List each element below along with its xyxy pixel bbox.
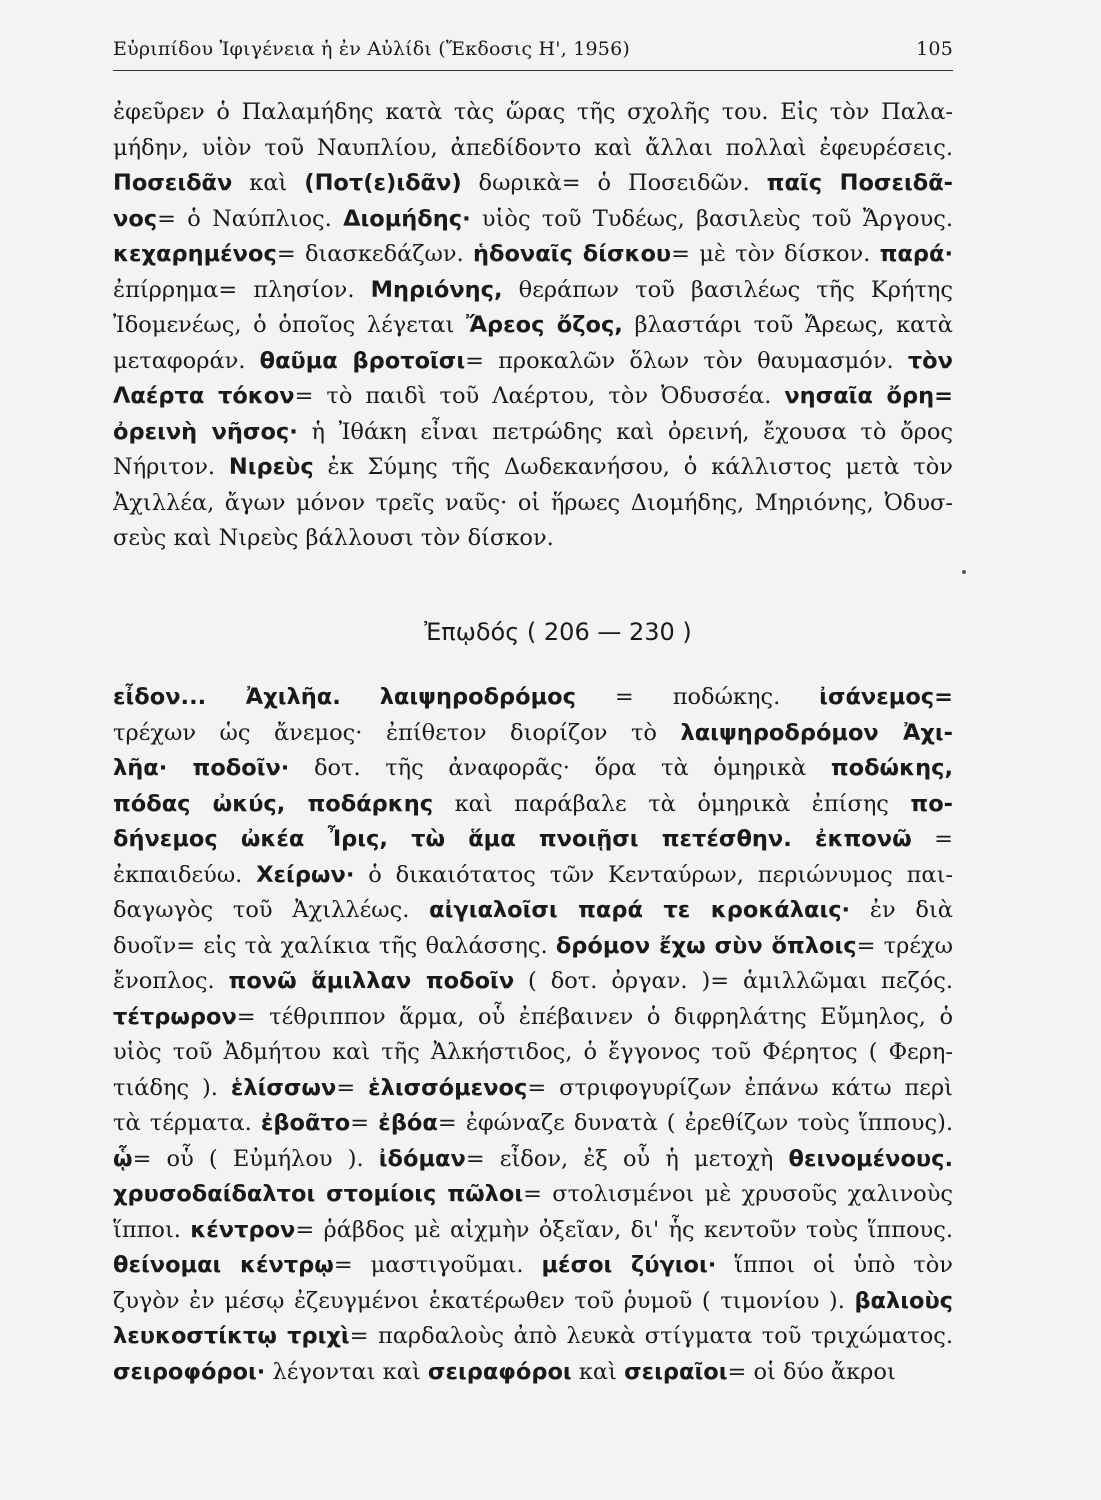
paragraph-commentary-2: [113, 680, 953, 1390]
text-line: [113, 787, 953, 823]
lemma-bold: κέντρον: [190, 1216, 296, 1243]
lemma-bold: σειραῖοι: [624, 1358, 728, 1385]
lemma-bold: δήνεμος ὠκέα Ἶρις, τὼ ἅμα πνοιῇσι πετέσθην. ἐκπονῶ: [113, 826, 912, 852]
text-run: = στολισμένοι μὲ χρυσοῦς χαλινοὺς: [523, 1181, 953, 1207]
text-run: = προκαλῶν ὅλων τὸν θαυμασμόν.: [465, 347, 908, 374]
text-run: λέγονται καὶ: [265, 1358, 428, 1385]
text-run: τρέχων ὡς ἄνεμος· ἐπίθετον διορίζον τὸ: [113, 719, 681, 746]
text-run: βλαστάρι τοῦ Ἄρεως, κατὰ: [622, 312, 953, 338]
lemma-bold: μέσοι ζύγιοι·: [541, 1252, 717, 1278]
text-line: [113, 716, 953, 752]
text-run: = εἶδον, ἐξ οὗ ἡ μετοχὴ: [465, 1145, 789, 1172]
lemma-bold: Διομήδης·: [343, 205, 471, 232]
text-run: ( δοτ. ὀργαν. )= ἁμιλλῶμαι πεζός.: [514, 968, 953, 994]
margin-speck: [962, 570, 966, 574]
lemma-bold: πονῶ ἅμιλλαν ποδοῖν: [228, 968, 515, 994]
lemma-bold: ἐβόα: [378, 1110, 438, 1136]
lemma-bold: ἰδόμαν: [378, 1145, 466, 1172]
text-run: = ποδώκης.: [575, 684, 820, 710]
text-run: =: [911, 826, 953, 852]
text-line: [113, 1355, 953, 1391]
lemma-bold: χρυσοδαίδαλτοι στομίοις πῶλοι: [113, 1181, 524, 1207]
text-line: [113, 822, 953, 858]
text-run: τιάδης ).: [113, 1074, 231, 1101]
text-line: [113, 964, 953, 1000]
lemma-bold: νησαῖα ὄρη=: [784, 383, 953, 409]
lemma-bold: παῖς Ποσειδᾶ-: [766, 170, 953, 196]
text-line: [113, 1319, 953, 1355]
text-run: Νήριτον.: [113, 454, 229, 480]
lemma-bold: λαιψηροδρόμον Ἀχι-: [680, 719, 953, 746]
text-run: Ἰδομενέως, ὁ ὁποῖος λέγεται: [113, 312, 466, 338]
text-run: = οἱ δύο ἄκροι: [727, 1358, 896, 1385]
text-line: [113, 308, 953, 344]
text-run: ἐπίρρημα= πλησίον.: [113, 276, 371, 303]
lemma-bold: παρά·: [879, 241, 953, 267]
lemma-bold: λῆα· ποδοῖν·: [113, 755, 290, 781]
text-line: [113, 1177, 953, 1213]
lemma-bold: βαλιοὺς: [854, 1287, 953, 1314]
header-rule: [113, 70, 953, 71]
text-run: καὶ: [571, 1358, 625, 1385]
running-header: [113, 38, 953, 60]
text-line: [113, 751, 953, 787]
text-line: [113, 379, 953, 415]
text-line: [113, 95, 953, 131]
text-run: = ὁ Ναύπλιος.: [157, 205, 344, 232]
text-run: Ἀχιλλέα, ἄγων μόνον τρεῖς ναῦς· οἱ ἥρωες Διομήδης, Μηριόνης, Ὀδυσ-: [113, 489, 953, 516]
lemma-bold: ἑλίσσων: [230, 1074, 337, 1101]
text-run: ἐφεῦρεν ὁ Παλαμήδης κατὰ τὰς ὥρας τῆς σχολῆς του. Εἰς τὸν Παλα-: [113, 99, 953, 125]
lemma-bold: Χείρων·: [256, 861, 355, 888]
text-run: =: [336, 1074, 369, 1101]
text-run: = παρδαλοὺς ἀπὸ λευκὰ στίγματα τοῦ τριχώματος.: [349, 1323, 953, 1349]
lemma-bold: πο-: [910, 790, 953, 817]
text-run: ζυγὸν ἐν μέσῳ ἐζευγμένοι ἑκατέρωθεν τοῦ ῥυμοῦ ( τιμονίου ).: [113, 1287, 855, 1314]
lemma-bold: ἑλισσόμενος: [368, 1074, 528, 1101]
text-run: ἔνοπλος.: [113, 968, 229, 994]
section-heading: Ἐπῳδός ( 206 — 230 ): [424, 618, 692, 646]
text-line: [113, 1248, 953, 1284]
text-line: [113, 1213, 953, 1249]
text-run: θεράπων τοῦ βασιλέως τῆς Κρήτης: [502, 276, 953, 303]
text-line: [113, 1142, 953, 1178]
text-line: [113, 1284, 953, 1320]
text-run: δυοῖν= εἰς τὰ χαλίκια τῆς θαλάσσης.: [113, 932, 556, 959]
lemma-bold: Ποσειδᾶν: [113, 170, 233, 196]
lemma-bold: εἶδον... Ἀχιλῆα.: [113, 684, 341, 710]
lemma-bold: (Ποτ(ε)ιδᾶν): [304, 170, 462, 196]
text-run: ἐν διὰ: [850, 897, 953, 923]
lemma-bold: σειραφόροι: [427, 1358, 572, 1385]
text-run: = στριφογυρίζων ἐπάνω κάτω περὶ: [527, 1074, 953, 1101]
text-run: μεταφοράν.: [113, 347, 260, 374]
lemma-bold: ἡδοναῖς δίσκου: [472, 241, 672, 267]
text-run: ἐκ Σύμης τῆς Δωδεκανήσου, ὁ κάλλιστος μετὰ τὸν: [313, 454, 953, 480]
lemma-bold: ποδώκης,: [830, 755, 953, 781]
header-title: Εὐριπίδου Ἰφιγένεια ἡ ἐν Αὐλίδι (Ἔκδοσις Η', 1956): [113, 38, 630, 60]
text-run: ἵπποι.: [113, 1216, 191, 1243]
lemma-bold: τὸν: [907, 347, 953, 374]
text-line: [113, 415, 953, 451]
text-line: [113, 858, 953, 894]
text-line: [113, 273, 953, 309]
text-line: [113, 450, 953, 486]
text-line: [113, 131, 953, 167]
text-line: [113, 166, 953, 202]
text-run: δαγωγὸς τοῦ Ἀχιλλέως.: [113, 897, 430, 923]
text-line: [113, 1106, 953, 1142]
lemma-bold: ἰσάνεμος=: [819, 684, 953, 710]
lemma-bold: λευκοστίκτῳ τριχὶ: [113, 1323, 350, 1349]
lemma-bold: ᾧ: [113, 1145, 133, 1172]
lemma-bold: σειροφόροι·: [113, 1358, 266, 1385]
text-run: σεὺς καὶ Νιρεὺς βάλλουσι τὸν δίσκον.: [113, 525, 554, 551]
lemma-bold: λαιψηροδρόμος: [379, 684, 576, 710]
text-line: [113, 929, 953, 965]
text-line: [113, 680, 953, 716]
text-line: [113, 1035, 953, 1071]
text-line: [113, 893, 953, 929]
text-run: = ῥάβδος μὲ αἰχμὴν ὀξεῖαν, δι' ἧς κεντοῦν τοὺς ἵππους.: [295, 1216, 953, 1243]
text-run: μήδην, υἱὸν τοῦ Ναυπλίου, ἀπεδίδοντο καὶ ἄλλαι πολλαὶ ἐφευρέσεις.: [113, 134, 953, 161]
lemma-bold: αἰγιαλοῖσι παρά τε κροκάλαις·: [429, 897, 851, 923]
lemma-bold: Μηριόνης,: [370, 276, 503, 303]
text-run: καὶ παράβαλε τὰ ὁμηρικὰ ἐπίσης: [433, 790, 911, 817]
text-line: [113, 344, 953, 380]
text-run: δωρικὰ= ὁ Ποσειδῶν.: [461, 170, 767, 196]
lemma-bold: θείνομαι κέντρῳ: [113, 1252, 334, 1278]
text-run: =: [350, 1110, 379, 1136]
lemma-bold: Νιρεὺς: [228, 454, 314, 480]
text-run: = οὗ ( Εὐμήλου ).: [132, 1145, 379, 1172]
text-run: = ἐφώναζε δυνατὰ ( ἐρεθίζων τοὺς ἵππους).: [437, 1110, 953, 1136]
text-run: = τρέχω: [856, 932, 953, 959]
text-run: δοτ. τῆς ἀναφορᾶς· ὅρα τὰ ὁμηρικὰ: [289, 755, 831, 781]
text-line: [113, 1071, 953, 1107]
text-line: [113, 486, 953, 522]
text-line: [113, 521, 953, 557]
lemma-bold: θαῦμα βροτοῖσι: [259, 347, 466, 374]
lemma-bold: ἐβοᾶτο: [260, 1110, 351, 1136]
text-line: [113, 202, 953, 238]
text-run: ἡ Ἰθάκη εἶναι πετρώδης καὶ ὀρεινή, ἔχουσα τὸ ὄρος: [297, 418, 953, 445]
lemma-bold: νος: [113, 205, 158, 232]
lemma-bold: Λαέρτα τόκον: [113, 383, 295, 409]
page-number: 105: [916, 38, 953, 60]
lemma-bold: τέτρωρον: [113, 1003, 237, 1030]
text-run: = τὸ παιδὶ τοῦ Λαέρτου, τὸν Ὀδυσσέα.: [294, 383, 785, 409]
text-run: = διασκεδάζων.: [276, 241, 473, 267]
text-run: = μὲ τὸν δίσκον.: [671, 241, 880, 267]
text-run: [341, 684, 380, 710]
text-run: ἐκπαιδεύω.: [113, 861, 257, 888]
text-run: καὶ: [232, 170, 305, 196]
text-run: ὁ δικαιότατος τῶν Κενταύρων, περιώνυμος παι-: [354, 861, 953, 888]
lemma-bold: κεχαρημένος: [113, 241, 277, 267]
text-run: υἱὸς τοῦ Ἀδμήτου καὶ τῆς Ἀλκήστιδος, ὁ ἔγγονος τοῦ Φέρητος ( Φερη-: [113, 1039, 953, 1065]
lemma-bold: ὀρεινὴ νῆσος·: [113, 418, 298, 445]
text-line: [113, 237, 953, 273]
paragraph-commentary-1: [113, 95, 953, 557]
lemma-bold: Ἄρεος ὄζος,: [465, 312, 623, 338]
text-run: = τέθριππον ἅρμα, οὗ ἐπέβαινεν ὁ διφρηλάτης Εὔμηλος, ὁ: [236, 1003, 953, 1030]
text-run: υἱὸς τοῦ Τυδέως, βασιλεὺς τοῦ Ἄργους.: [470, 205, 953, 232]
lemma-bold: δρόμον ἔχω σὺν ὅπλοις: [555, 932, 857, 959]
text-run: ἵπποι οἱ ὑπὸ τὸν: [716, 1252, 953, 1278]
text-line: [113, 1000, 953, 1036]
text-run: τὰ τέρματα.: [113, 1110, 261, 1136]
text-run: = μαστιγοῦμαι.: [333, 1252, 542, 1278]
lemma-bold: πόδας ὠκύς, ποδάρκης: [113, 790, 434, 817]
lemma-bold: θεινομένους.: [788, 1145, 953, 1172]
